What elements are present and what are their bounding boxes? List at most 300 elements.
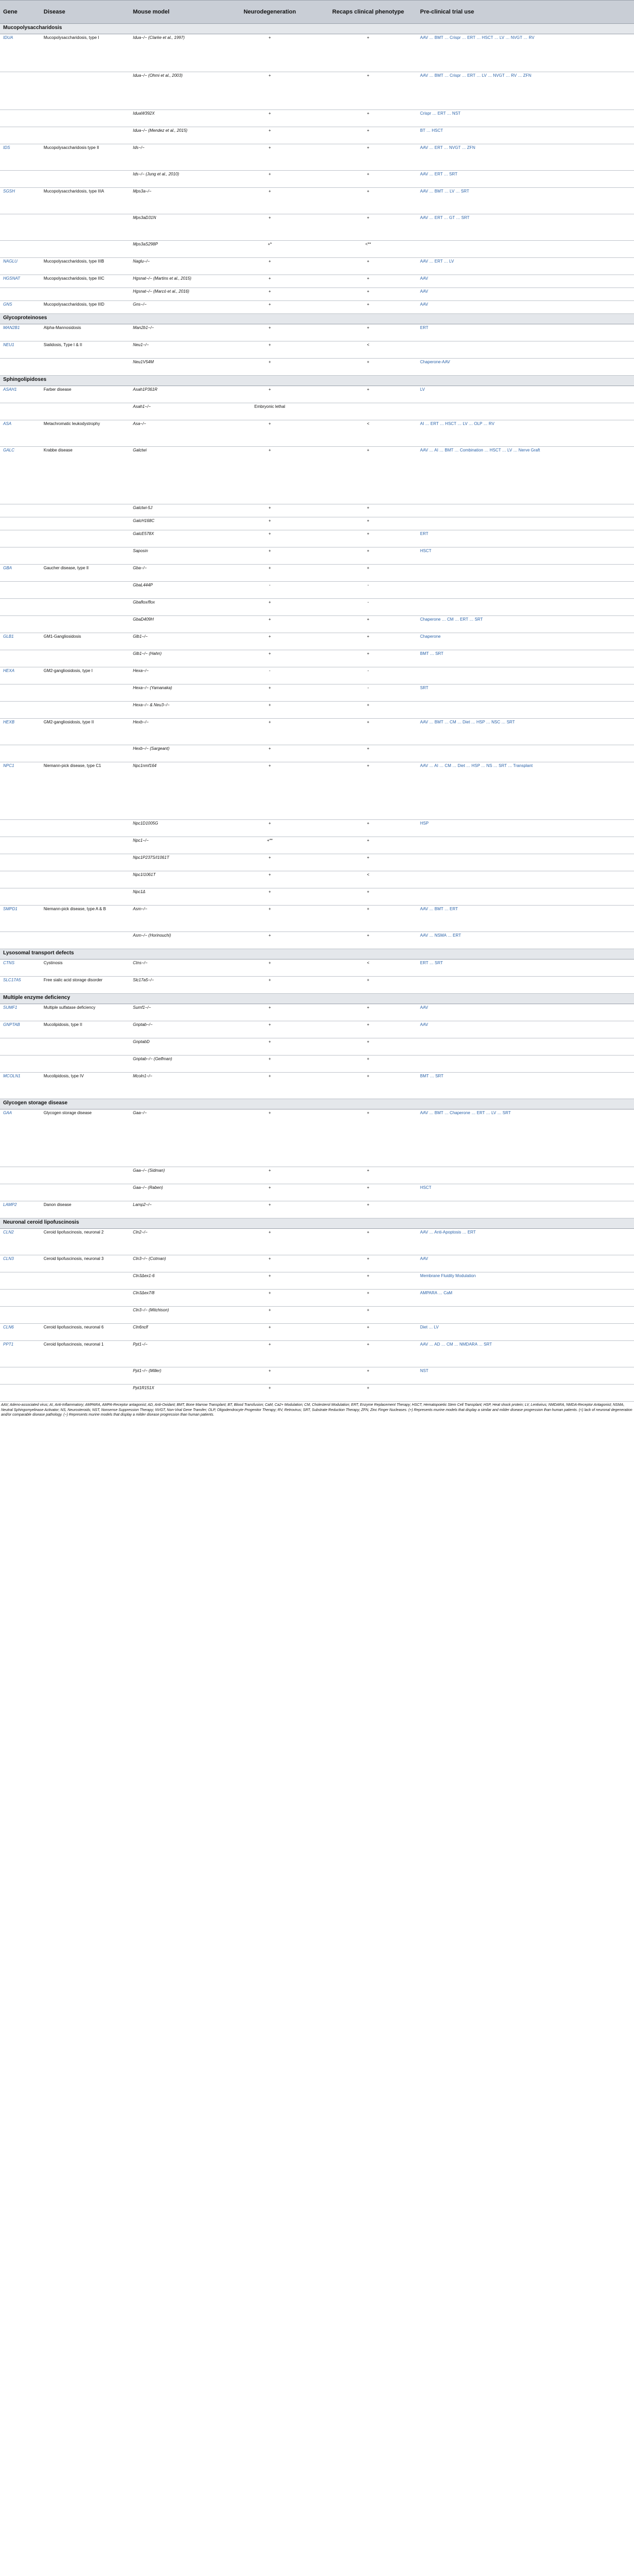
disease-cell: Danon disease	[41, 1201, 130, 1218]
pre-clinical-trial-cell	[417, 599, 634, 616]
mouse-model-cell: Cln3Δex7/8	[130, 1290, 220, 1307]
gene-cell: GNS	[0, 301, 41, 314]
pre-clinical-trial-cell: ERT	[417, 324, 634, 341]
gene-cell	[0, 214, 41, 241]
pre-clinical-trial-cell: HSCT	[417, 1184, 634, 1201]
neurodegeneration-cell: -	[220, 582, 319, 599]
table-row	[0, 1201, 634, 1218]
mouse-model-cell: Ppt1R151X	[130, 1385, 220, 1402]
neurodegeneration-cell: -	[220, 667, 319, 684]
gene-cell: HGSNAT	[0, 275, 41, 288]
pre-clinical-trial-cell	[417, 1307, 634, 1324]
mouse-model-cell: Gba−/−	[130, 565, 220, 582]
mouse-model-cell: Ids−/−	[130, 144, 220, 171]
mouse-model-cell: Hexa−/− (Yamanaka)	[130, 684, 220, 702]
gene-cell: CLN2	[0, 1229, 41, 1255]
table-row	[0, 275, 634, 288]
disease-cell: Metachromatic leukodystrophy	[41, 420, 130, 447]
table-row	[0, 547, 634, 565]
table-row	[0, 745, 634, 762]
neurodegeneration-cell: +	[220, 1341, 319, 1367]
header-row	[0, 1, 634, 24]
disease-cell	[41, 854, 130, 871]
table-row	[0, 1324, 634, 1341]
pre-clinical-trial-cell: BMT … SRT	[417, 650, 634, 667]
table-row	[0, 684, 634, 702]
neurodegeneration-cell: +	[220, 888, 319, 906]
table-row	[0, 820, 634, 837]
disease-cell: Ceroid lipofuscinosis, neuronal 1	[41, 1341, 130, 1367]
mouse-model-cell: Glb1−/−	[130, 633, 220, 650]
gene-cell	[0, 1385, 41, 1402]
table-row	[0, 762, 634, 820]
pre-clinical-trial-cell: Membrane Fluidity Modulation	[417, 1272, 634, 1290]
mouse-model-cell: Idua−/− (Mendez et al., 2015)	[130, 127, 220, 144]
gene-cell: SGSH	[0, 188, 41, 214]
recaps-phenotype-cell: <	[319, 341, 417, 359]
disease-cell	[41, 1307, 130, 1324]
neurodegeneration-cell: +**	[220, 837, 319, 854]
disease-cell	[41, 888, 130, 906]
neurodegeneration-cell: +	[220, 932, 319, 949]
gene-cell	[0, 616, 41, 633]
disease-cell: Gaucher disease, type II	[41, 565, 130, 582]
pre-clinical-trial-cell: Diet … LV	[417, 1324, 634, 1341]
gene-cell: PPT1	[0, 1341, 41, 1367]
recaps-phenotype-cell: +	[319, 359, 417, 376]
pre-clinical-trial-cell	[417, 1056, 634, 1073]
table-row	[0, 977, 634, 994]
gene-cell	[0, 241, 41, 258]
gene-cell	[0, 359, 41, 376]
mouse-model-cell: Npc1D1005G	[130, 820, 220, 837]
mouse-model-cell: Ids−/− (Jung et al., 2010)	[130, 171, 220, 188]
recaps-phenotype-cell: -	[319, 684, 417, 702]
disease-cell: Mucolipidosis, type IV	[41, 1073, 130, 1099]
pre-clinical-trial-cell	[417, 1385, 634, 1402]
recaps-phenotype-cell: +	[319, 1056, 417, 1073]
pre-clinical-trial-cell: AAV	[417, 1004, 634, 1021]
neurodegeneration-cell: +	[220, 762, 319, 820]
recaps-phenotype-cell: +	[319, 1201, 417, 1218]
neurodegeneration-cell: +	[220, 547, 319, 565]
table-row	[0, 214, 634, 241]
disease-cell	[41, 1167, 130, 1184]
section-title: Multiple enzyme deficiency	[0, 994, 634, 1004]
disease-cell: Cystinosis	[41, 960, 130, 977]
disease-cell: Alpha-Mannosidosis	[41, 324, 130, 341]
pre-clinical-trial-cell	[417, 241, 634, 258]
table-row	[0, 1255, 634, 1272]
disease-cell	[41, 1272, 130, 1290]
gene-cell	[0, 1056, 41, 1073]
mouse-model-cell: Mps3aS298P	[130, 241, 220, 258]
gene-cell	[0, 854, 41, 871]
neurodegeneration-cell: +	[220, 960, 319, 977]
pre-clinical-trial-cell	[417, 702, 634, 719]
disease-cell: Mucopolysaccharidosis, type IIIC	[41, 275, 130, 288]
table-row	[0, 1229, 634, 1255]
disease-cell	[41, 702, 130, 719]
table-row	[0, 110, 634, 127]
recaps-phenotype-cell	[319, 403, 417, 420]
mouse-model-cell: Gaa−/− (Raben)	[130, 1184, 220, 1201]
mouse-model-cell: GalcE578X	[130, 530, 220, 547]
section-row	[0, 24, 634, 34]
mouse-model-cell: IduaW392X	[130, 110, 220, 127]
gene-cell: GAA	[0, 1109, 41, 1167]
recaps-phenotype-cell: +	[319, 565, 417, 582]
disease-cell: Mucolipidosis, type II	[41, 1021, 130, 1038]
neurodegeneration-cell: +	[220, 171, 319, 188]
table-row	[0, 1167, 634, 1184]
mouse-model-cell: Galctwi	[130, 447, 220, 504]
neurodegeneration-cell: +	[220, 633, 319, 650]
disease-cell	[41, 241, 130, 258]
table-row	[0, 837, 634, 854]
table-row	[0, 72, 634, 110]
neurodegeneration-cell: +	[220, 1367, 319, 1385]
mouse-model-cell: Neu1−/−	[130, 341, 220, 359]
mouse-model-cell: Gnptab−/− (Gelfman)	[130, 1056, 220, 1073]
gene-cell: GLB1	[0, 633, 41, 650]
recaps-phenotype-cell: +	[319, 719, 417, 745]
mouse-model-cell: Ppt1−/−	[130, 1341, 220, 1367]
recaps-phenotype-cell: +	[319, 517, 417, 530]
disease-cell	[41, 582, 130, 599]
gene-cell: SMPD1	[0, 906, 41, 932]
disease-cell	[41, 932, 130, 949]
neurodegeneration-cell: +	[220, 258, 319, 275]
pre-clinical-trial-cell: BT … HSCT	[417, 127, 634, 144]
gene-cell	[0, 745, 41, 762]
table-row	[0, 359, 634, 376]
gene-cell: CLN6	[0, 1324, 41, 1341]
disease-cell: GM2-gangliosidosis, type II	[41, 719, 130, 745]
pre-clinical-trial-cell: AAV	[417, 288, 634, 301]
recaps-phenotype-cell: +	[319, 1109, 417, 1167]
table-row	[0, 447, 634, 504]
neurodegeneration-cell: +	[220, 1307, 319, 1324]
gene-cell	[0, 1367, 41, 1385]
disease-cell: GM2-gangliosidosis, type I	[41, 667, 130, 684]
neurodegeneration-cell: +	[220, 906, 319, 932]
table-row	[0, 1109, 634, 1167]
gene-cell	[0, 517, 41, 530]
neurodegeneration-cell: +	[220, 1109, 319, 1167]
mouse-model-cell: Cln3−/− (Mitchison)	[130, 1307, 220, 1324]
recaps-phenotype-cell: +	[319, 127, 417, 144]
table-row	[0, 960, 634, 977]
mouse-model-cell: GalcH168C	[130, 517, 220, 530]
recaps-phenotype-cell: +	[319, 188, 417, 214]
neurodegeneration-cell: +	[220, 341, 319, 359]
gene-cell	[0, 288, 41, 301]
disease-cell	[41, 517, 130, 530]
disease-cell: Free sialic acid storage disorder	[41, 977, 130, 994]
gene-cell: CTNS	[0, 960, 41, 977]
mouse-model-cell: Gbaflox/flox	[130, 599, 220, 616]
gene-cell	[0, 1307, 41, 1324]
disease-cell	[41, 820, 130, 837]
section-row	[0, 994, 634, 1004]
gene-cell	[0, 820, 41, 837]
table-row	[0, 932, 634, 949]
mouse-model-cell: Hexa−/− & Neu3−/−	[130, 702, 220, 719]
table-row	[0, 871, 634, 888]
mouse-model-cell: Npc1I1061T	[130, 871, 220, 888]
pre-clinical-trial-cell: AAV … ERT … GT … SRT	[417, 214, 634, 241]
gene-cell: HEXA	[0, 667, 41, 684]
neurodegeneration-cell: +	[220, 1255, 319, 1272]
gene-cell: GBA	[0, 565, 41, 582]
gene-cell	[0, 547, 41, 565]
section-title: Glycoproteinoses	[0, 314, 634, 324]
pre-clinical-trial-cell	[417, 582, 634, 599]
mouse-model-cell: Hexb−/−	[130, 719, 220, 745]
disease-cell	[41, 1367, 130, 1385]
gene-cell: NEU1	[0, 341, 41, 359]
gene-cell	[0, 702, 41, 719]
pre-clinical-trial-cell	[417, 1201, 634, 1218]
neurodegeneration-cell: +	[220, 1167, 319, 1184]
recaps-phenotype-cell: +	[319, 1184, 417, 1201]
neurodegeneration-cell: +	[220, 530, 319, 547]
pre-clinical-trial-cell	[417, 565, 634, 582]
mouse-model-cell: Asm−/−	[130, 906, 220, 932]
gene-cell: IDS	[0, 144, 41, 171]
disease-cell	[41, 214, 130, 241]
disease-cell	[41, 871, 130, 888]
recaps-phenotype-cell: +	[319, 854, 417, 871]
pre-clinical-trial-cell	[417, 1167, 634, 1184]
pre-clinical-trial-cell	[417, 888, 634, 906]
recaps-phenotype-cell: +	[319, 906, 417, 932]
recaps-phenotype-cell: <	[319, 960, 417, 977]
section-title: Sphingolipidoses	[0, 376, 634, 386]
section-row	[0, 1218, 634, 1229]
table-row	[0, 241, 634, 258]
mouse-model-cell: Mcoln1−/−	[130, 1073, 220, 1099]
table-row	[0, 633, 634, 650]
pre-clinical-trial-cell: AAV … BMT … LV … SRT	[417, 188, 634, 214]
neurodegeneration-cell: +	[220, 72, 319, 110]
section-title: Glycogen storage disease	[0, 1099, 634, 1109]
pre-clinical-trial-cell	[417, 837, 634, 854]
gene-cell	[0, 1272, 41, 1290]
mouse-model-cell: Glb1−/− (Hahn)	[130, 650, 220, 667]
table-row	[0, 517, 634, 530]
neurodegeneration-cell: +	[220, 359, 319, 376]
table-row	[0, 888, 634, 906]
gene-cell	[0, 888, 41, 906]
pre-clinical-trial-cell	[417, 667, 634, 684]
table-row	[0, 34, 634, 72]
table-row	[0, 1272, 634, 1290]
neurodegeneration-cell: +	[220, 1038, 319, 1056]
gene-cell	[0, 403, 41, 420]
table-row	[0, 599, 634, 616]
neurodegeneration-cell: +	[220, 1056, 319, 1073]
mouse-model-cell: Ctns−/−	[130, 960, 220, 977]
disease-cell	[41, 745, 130, 762]
neurodegeneration-cell: +	[220, 565, 319, 582]
pre-clinical-trial-cell: Chaperone … CM … ERT … SRT	[417, 616, 634, 633]
recaps-phenotype-cell: +	[319, 171, 417, 188]
neurodegeneration-cell: +*	[220, 241, 319, 258]
mouse-model-cell: Gaa−/− (Sidman)	[130, 1167, 220, 1184]
table-row	[0, 565, 634, 582]
pre-clinical-trial-cell: ERT	[417, 530, 634, 547]
recaps-phenotype-cell: +	[319, 547, 417, 565]
pre-clinical-trial-cell	[417, 504, 634, 517]
pre-clinical-trial-cell: AAV … BMT … ERT	[417, 906, 634, 932]
mouse-model-cell: Lamp2−/−	[130, 1201, 220, 1218]
mouse-model-cell: Naglu−/−	[130, 258, 220, 275]
mouse-model-cell: Slc17a5−/−	[130, 977, 220, 994]
mouse-model-cell: Npc1−/−	[130, 837, 220, 854]
recaps-phenotype-cell: +	[319, 1367, 417, 1385]
column-header-gene: Gene	[0, 1, 41, 24]
pre-clinical-trial-cell: AAV … ERT … SRT	[417, 171, 634, 188]
recaps-phenotype-cell: +	[319, 324, 417, 341]
recaps-phenotype-cell: +	[319, 932, 417, 949]
gene-cell: GALC	[0, 447, 41, 504]
recaps-phenotype-cell: +	[319, 1385, 417, 1402]
table-row	[0, 719, 634, 745]
gene-cell	[0, 504, 41, 517]
pre-clinical-trial-cell: AAV … NSMA … ERT	[417, 932, 634, 949]
table-row	[0, 386, 634, 403]
recaps-phenotype-cell: +	[319, 1272, 417, 1290]
recaps-phenotype-cell: +	[319, 1307, 417, 1324]
mouse-model-cell: Cln3Δex1-6	[130, 1272, 220, 1290]
gene-cell: NPC1	[0, 762, 41, 820]
gene-cell	[0, 127, 41, 144]
gene-cell	[0, 582, 41, 599]
neurodegeneration-cell: +	[220, 1385, 319, 1402]
gene-cell: ASAH1	[0, 386, 41, 403]
table-body	[0, 24, 634, 1402]
pre-clinical-trial-cell: Chaperone	[417, 633, 634, 650]
recaps-phenotype-cell: +	[319, 386, 417, 403]
pre-clinical-trial-cell: AAV … AI … BMT … Combination … HSCT … LV … Nerve Graft	[417, 447, 634, 504]
table-row	[0, 616, 634, 633]
recaps-phenotype-cell: <**	[319, 241, 417, 258]
pre-clinical-trial-cell: AAV … AD … CM … NMDARA … SRT	[417, 1341, 634, 1367]
gene-cell	[0, 171, 41, 188]
gene-cell: LAMP2	[0, 1201, 41, 1218]
recaps-phenotype-cell: +	[319, 1290, 417, 1307]
table-row	[0, 301, 634, 314]
mouse-model-cell: Hgsnat−/− (Martins et al., 2015)	[130, 275, 220, 288]
neurodegeneration-cell: +	[220, 854, 319, 871]
disease-cell: Mucopolysaccharidosis, type IIID	[41, 301, 130, 314]
table-row	[0, 1385, 634, 1402]
pre-clinical-trial-cell: AAV	[417, 1021, 634, 1038]
recaps-phenotype-cell: +	[319, 650, 417, 667]
table-row	[0, 1290, 634, 1307]
recaps-phenotype-cell: +	[319, 214, 417, 241]
mouse-model-cell: Hgsnat−/− (Marcó et al., 2016)	[130, 288, 220, 301]
pre-clinical-trial-cell: AAV	[417, 275, 634, 288]
recaps-phenotype-cell: <	[319, 420, 417, 447]
recaps-phenotype-cell: +	[319, 447, 417, 504]
table-row	[0, 504, 634, 517]
neurodegeneration-cell: +	[220, 1201, 319, 1218]
table-row	[0, 258, 634, 275]
gene-cell	[0, 650, 41, 667]
recaps-phenotype-cell: -	[319, 599, 417, 616]
section-row	[0, 1099, 634, 1109]
gene-cell	[0, 1167, 41, 1184]
mouse-model-cell: Mps3aD31N	[130, 214, 220, 241]
gene-cell: HEXB	[0, 719, 41, 745]
disease-cell	[41, 650, 130, 667]
mouse-model-cell: Asa−/−	[130, 420, 220, 447]
mouse-model-cell: Cln3−/− (Cotman)	[130, 1255, 220, 1272]
neurodegeneration-cell: +	[220, 977, 319, 994]
pre-clinical-trial-cell	[417, 977, 634, 994]
mouse-model-cell: Neu1V54M	[130, 359, 220, 376]
neurodegeneration-cell: +	[220, 1184, 319, 1201]
disease-cell	[41, 1056, 130, 1073]
neurodegeneration-cell: +	[220, 616, 319, 633]
disease-cell: Krabbe disease	[41, 447, 130, 504]
table-row	[0, 171, 634, 188]
table-row	[0, 420, 634, 447]
section-title: Lysosomal transport defects	[0, 949, 634, 960]
mouse-model-cell: Npc1P237S/I1061T	[130, 854, 220, 871]
table-row	[0, 582, 634, 599]
disease-cell	[41, 837, 130, 854]
gene-cell	[0, 530, 41, 547]
disease-cell: Multiple sulfatase deficiency	[41, 1004, 130, 1021]
recaps-phenotype-cell: +	[319, 110, 417, 127]
column-header-disease: Disease	[41, 1, 130, 24]
mouse-model-cell: Asah1−/−	[130, 403, 220, 420]
pre-clinical-trial-cell: AAV … ERT … NVGT … ZFN	[417, 144, 634, 171]
pre-clinical-trial-cell: AAV … BMT … Crispr … ERT … LV … NVGT … RV … ZFN	[417, 72, 634, 110]
gene-cell	[0, 1184, 41, 1201]
recaps-phenotype-cell: +	[319, 1073, 417, 1099]
pre-clinical-trial-cell: HSP	[417, 820, 634, 837]
column-header-neurodegeneration: Neurodegeneration	[220, 1, 319, 24]
table-row	[0, 1341, 634, 1367]
pre-clinical-trial-cell	[417, 854, 634, 871]
pre-clinical-trial-cell: AAV … AI … CM … Diet … HSP … NS … SRT … Transplant	[417, 762, 634, 820]
table-row	[0, 324, 634, 341]
neurodegeneration-cell: +	[220, 1290, 319, 1307]
mouse-model-cell: Hexa−/−	[130, 667, 220, 684]
mouse-model-cell: Cln6nclf	[130, 1324, 220, 1341]
recaps-phenotype-cell: +	[319, 1324, 417, 1341]
pre-clinical-trial-cell	[417, 871, 634, 888]
section-title: Neuronal ceroid lipofuscinosis	[0, 1218, 634, 1229]
recaps-phenotype-cell: +	[319, 34, 417, 72]
gene-cell	[0, 684, 41, 702]
neurodegeneration-cell: +	[220, 110, 319, 127]
pre-clinical-trial-cell: ERT … SRT	[417, 960, 634, 977]
disease-cell: GM1-Gangliosidosis	[41, 633, 130, 650]
pre-clinical-trial-cell	[417, 517, 634, 530]
pre-clinical-trial-cell: AMPARA … CaM	[417, 1290, 634, 1307]
table-row	[0, 667, 634, 684]
pre-clinical-trial-cell: LV	[417, 386, 634, 403]
gene-cell	[0, 599, 41, 616]
table-row	[0, 1021, 634, 1038]
disease-cell: Ceroid lipofuscinosis, neuronal 2	[41, 1229, 130, 1255]
